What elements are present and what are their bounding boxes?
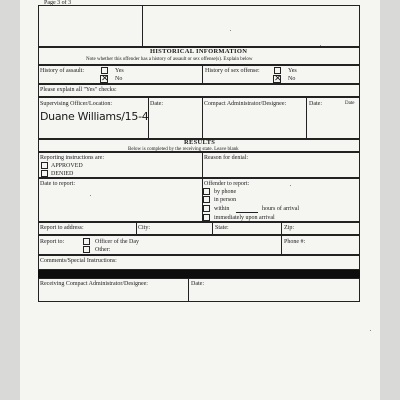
black-separator-bar [38,270,360,278]
city-label: City: [138,225,151,231]
historical-heading: HISTORICAL INFORMATION [150,48,248,55]
immediately-checkbox[interactable] [203,214,210,221]
within-hours-checkbox[interactable] [203,205,210,212]
denied-checkbox[interactable] [41,170,48,177]
receiving-admin-label: Receiving Compact Administrator/Designee: [40,281,148,287]
assault-label: History of assault: [40,68,84,74]
hours-arrival-label: hours of arrival [262,206,299,212]
compact-date-label-2: Date [345,101,355,106]
supervising-officer-label: Supervising Officer/Location: [40,101,113,107]
report-to-label: Report to: [40,239,65,245]
instructions-label: Reporting instructions are: [40,155,104,161]
officer-of-day-checkbox[interactable] [83,238,90,245]
scan-speck [290,185,291,186]
address-label: Report to address: [40,225,84,231]
officer-date-label: Date: [150,101,163,107]
comments-label: Comments/Special Instructions: [40,258,117,264]
officer-divider-3 [306,97,307,139]
results-note: Below is completed by the receiving state. Leave blank [128,147,239,152]
by-phone-label: by phone [214,189,237,195]
officer-divider-2 [202,97,203,139]
within-hours-line[interactable] [236,212,258,213]
sex-yes-checkbox[interactable] [274,67,281,74]
other-label: Other: [95,247,111,253]
history-divider [202,65,203,84]
phone-label: Phone #: [284,239,306,245]
state-label: State: [215,225,229,231]
offender-report-label: Offender to report: [204,181,250,187]
denial-reason-label: Reason for denial: [204,155,248,161]
date-to-report-label: Date to report: [40,181,75,187]
sex-no-checkbox[interactable]: ✕ [274,74,282,84]
address-divider-3 [281,222,282,235]
address-divider-2 [212,222,213,235]
sex-offense-label: History of sex offense: [205,68,260,74]
zip-label: Zip: [284,225,294,231]
assault-yes-checkbox[interactable] [101,67,108,74]
scan-speck [370,330,371,331]
historical-note: Note whether this offender has a history of assault or sex offense(s). Explain below [86,57,253,62]
instructions-divider [202,152,203,178]
officer-signature: Duane Williams/15-4 [40,110,149,123]
scan-speck [320,45,321,46]
report-row [38,178,360,222]
top-blank-box [38,5,360,47]
approved-checkbox[interactable] [41,162,48,169]
scan-speck [230,30,231,31]
top-divider [142,5,143,47]
assault-no-label: No [115,76,123,82]
page-number: Page 3 of 3 [44,0,72,6]
other-checkbox[interactable] [83,246,90,253]
sex-no-label: No [288,76,296,82]
history-row [38,65,360,84]
in-person-label: in person [214,197,237,203]
by-phone-checkbox[interactable] [203,188,210,195]
in-person-checkbox[interactable] [203,196,210,203]
approved-label: APPROVED [51,163,83,169]
sex-yes-label: Yes [288,68,297,74]
officer-of-day-label: Officer of the Day [95,239,140,245]
immediately-label: immediately upon arrival [214,215,275,221]
report-to-divider [281,235,282,255]
address-divider-1 [136,222,137,235]
assault-no-checkbox[interactable]: ✕ [101,74,109,84]
compact-admin-label: Compact Administrator/Designee: [204,101,287,107]
assault-yes-label: Yes [115,68,124,74]
receiving-divider [188,278,189,302]
scan-speck [90,195,91,196]
denied-label: DENIED [51,171,74,177]
results-heading: RESULTS [184,139,216,146]
within-label: within [214,206,230,212]
receiving-date-label: Date: [191,281,204,287]
compact-date-label: Date: [309,101,322,107]
address-row [38,222,360,235]
explain-label: Please explain all "Yes" checks: [40,87,117,93]
